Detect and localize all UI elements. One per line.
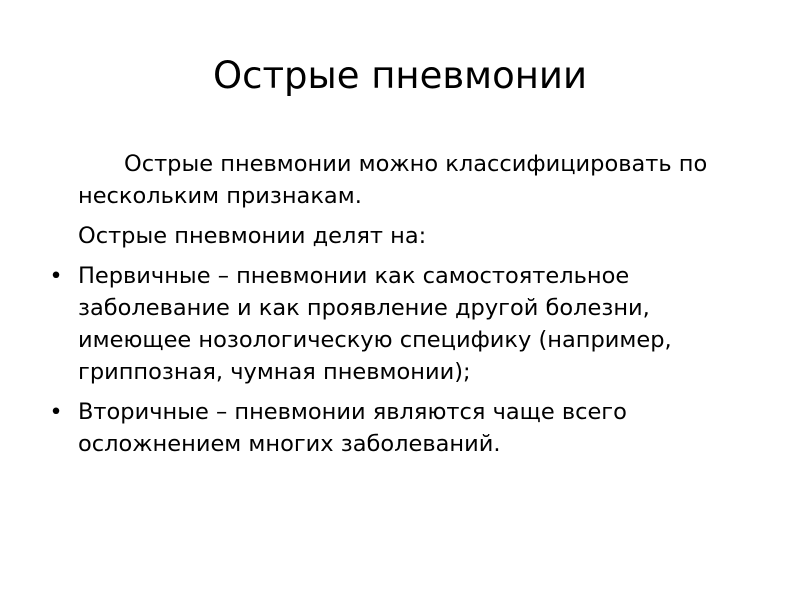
bullet-icon: •: [49, 263, 63, 289]
slide-title: Острые пневмонии: [212, 54, 588, 97]
slide-body: [0, 148, 800, 468]
bullet-text-primary: Первичные – пневмонии как самостоятельное заболевание и как проявление другой болезни, имеющее нозологическую специфику (например, гриппозная, чумная пневмонии);: [78, 263, 672, 385]
division-paragraph: Острые пневмонии делят на:: [78, 223, 427, 249]
bullet-text-secondary: Вторичные – пневмонии являются чаще всего осложнением многих заболеваний.: [78, 399, 627, 457]
bullet-item-primary: [49, 260, 758, 388]
intro-paragraph: Острые пневмонии можно классифицировать по нескольким признакам.: [78, 151, 708, 209]
bullet-item-secondary: [49, 396, 758, 460]
bullet-icon: •: [49, 399, 63, 425]
